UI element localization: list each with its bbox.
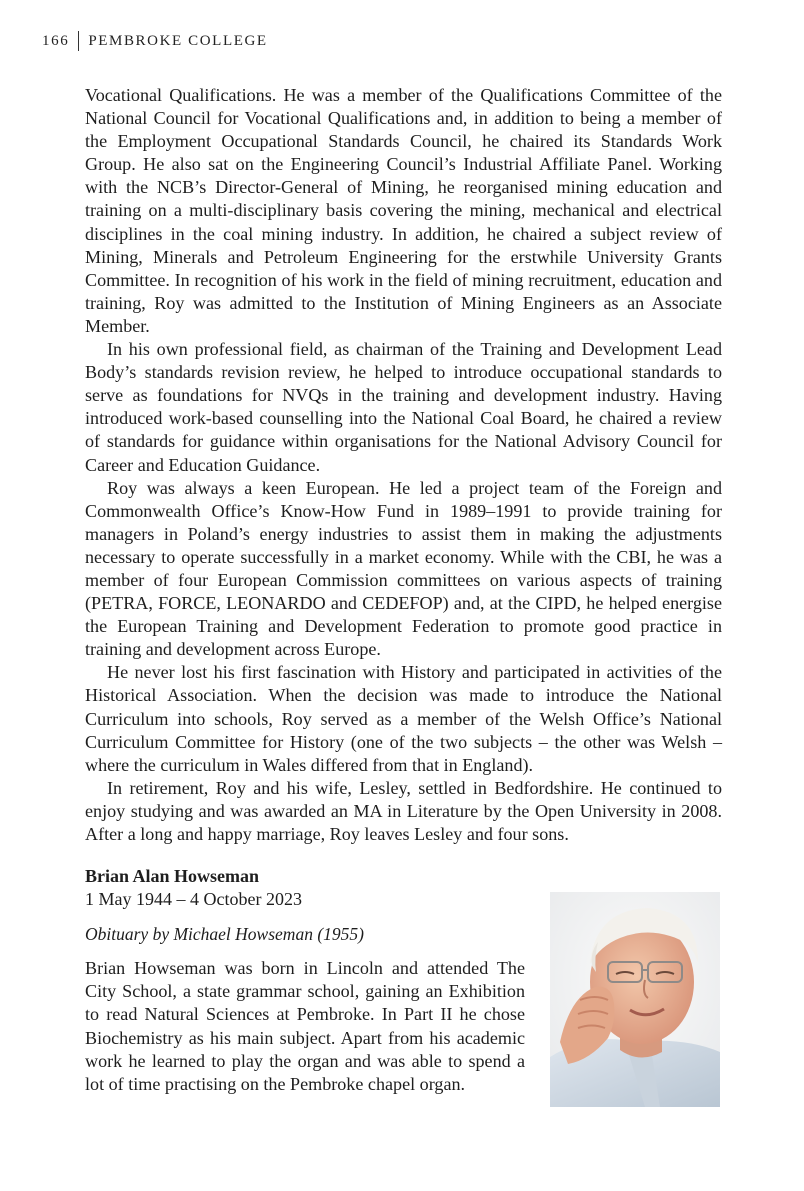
paragraph: Vocational Qualifications. He was a member of the Qualifications Committee of the National Council for Vocational Qualifications and, in addition to being a member of the Employment Occupational Standards Council, he chaired its Standards Work Group. He also sat on the Engineering Council’s Industrial Affiliate Panel. Working with the NCB’s Director-General of Mining, he reorganised mining education and training on a multi-disciplinary basis covering the mining, mechanical and electrical disciplines in the coal mining industry. In addition, he chaired a subject review of Mining, Minerals and Petroleum Engineering for the erstwhile University Grants Committee. In recognition of his work in the field of mining recruitment, education and training, Roy was admitted to the Institution of Mining Engineers as an Associate Member. <box>85 85 722 336</box>
paragraph: He never lost his first fascination with History and participated in activities of the Historical Association. When the decision was made to introduce the National Curriculum into schools, Roy served as a member of the Welsh Office’s National Curriculum Committee for History (one of the two subjects – the other was Welsh – where the curriculum in Wales differed from that in England). <box>85 662 722 775</box>
obituary-name: Brian Alan Howseman <box>85 866 260 886</box>
portrait-photo <box>550 892 720 1107</box>
page-number: 166 <box>42 32 70 49</box>
obituary-text: Brian Howseman was born in Lincoln and attended The City School, a state grammar school, gaining an Exhibition to read Natural Sciences at Pembroke. In Part II he chose Biochemistry as his main subject. Apart from his academic work he learned to play the organ and was able to spend a lot of time practising on the Pembroke chapel organ. <box>85 958 525 1095</box>
paragraph: In his own professional field, as chairman of the Training and Development Lead Body’s standards revision review, he helped to introduce occupational standards to serve as foundations for NVQs in the training and development industry. Having introduced work-based counselling into the National Coal Board, he chaired a review of standards for guidance within organisations for the National Advisory Council for Career and Education Guidance. <box>85 339 722 475</box>
obituary-byline: Obituary by Michael Howseman (1955) <box>85 924 364 944</box>
header-divider <box>78 31 79 51</box>
article-body <box>85 84 722 846</box>
running-header <box>42 31 268 51</box>
paragraph: Roy was always a keen European. He led a project team of the Foreign and Commonwealth Office’s Know-How Fund in 1989–1991 to provide training for managers in Poland’s energy industries to assist them in making the adjustments necessary to operate successfully in a market economy. While with the CBI, he was a member of four European Commission committees on various aspects of training (PETRA, FORCE, LEONARDO and CEDEFOP) and, at the CIPD, he helped energise the European Training and Development Federation to promote good practice in training and development across Europe. <box>85 477 722 660</box>
paragraph: In retirement, Roy and his wife, Lesley, settled in Bedfordshire. He continued to enjoy studying and was awarded an MA in Literature by the Open University in 2008. After a long and happy marriage, Roy leaves Lesley and four sons. <box>85 777 722 844</box>
running-title: PEMBROKE COLLEGE <box>88 32 268 49</box>
obituary-dates: 1 May 1944 – 4 October 2023 <box>85 889 302 909</box>
